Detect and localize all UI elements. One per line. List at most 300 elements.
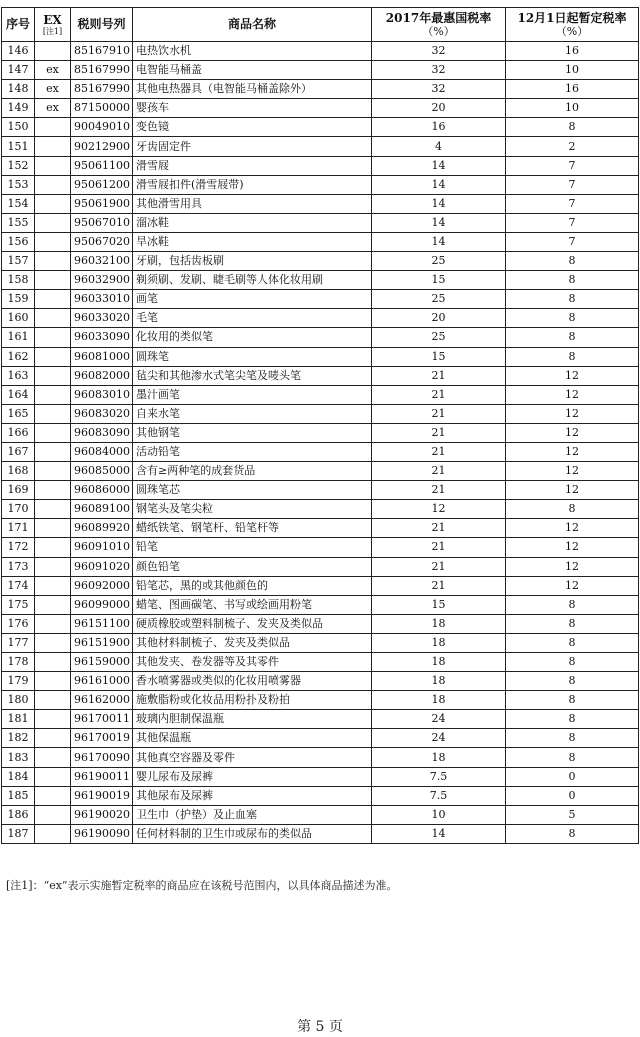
cell-name: 毡尖和其他渗水式笔尖笔及唛头笔 [133,366,372,385]
table-row [2,404,639,423]
table-row [2,42,639,61]
cell-code: 96091020 [71,557,133,576]
cell-ex: ex [35,99,71,118]
cell-mfn-rate: 10 [372,805,506,824]
cell-mfn-rate: 18 [372,748,506,767]
cell-mfn-rate: 15 [372,595,506,614]
table-row [2,462,639,481]
cell-ex [35,729,71,748]
table-row [2,423,639,442]
cell-mfn-rate: 32 [372,42,506,61]
table-row [2,710,639,729]
cell-ex [35,213,71,232]
header-ex-note: [注1] [42,26,63,36]
cell-mfn-rate: 7.5 [372,786,506,805]
cell-code: 96032100 [71,252,133,271]
cell-ex: ex [35,61,71,80]
cell-mfn-rate: 20 [372,309,506,328]
cell-mfn-rate: 21 [372,538,506,557]
cell-code: 96033010 [71,290,133,309]
cell-interim-rate: 16 [506,80,639,99]
tariff-table [1,7,639,844]
cell-code: 96081000 [71,347,133,366]
cell-seq: 173 [2,557,35,576]
cell-code: 95067020 [71,232,133,251]
cell-mfn-rate: 18 [372,653,506,672]
cell-ex [35,786,71,805]
cell-seq: 172 [2,538,35,557]
cell-ex [35,404,71,423]
cell-interim-rate: 12 [506,576,639,595]
cell-interim-rate: 8 [506,252,639,271]
cell-name: 圆珠笔 [133,347,372,366]
cell-name: 铅笔 [133,538,372,557]
cell-ex [35,748,71,767]
cell-name: 剃须刷、发刷、睫毛刷等人体化妆用刷 [133,271,372,290]
cell-ex [35,252,71,271]
cell-name: 墨汁画笔 [133,385,372,404]
cell-name: 牙齿固定件 [133,137,372,156]
cell-ex [35,824,71,843]
cell-mfn-rate: 7.5 [372,767,506,786]
cell-interim-rate: 0 [506,786,639,805]
cell-seq: 161 [2,328,35,347]
cell-seq: 171 [2,519,35,538]
cell-interim-rate: 7 [506,213,639,232]
cell-name: 玻璃内胆制保温瓶 [133,710,372,729]
cell-mfn-rate: 18 [372,633,506,652]
table-row [2,805,639,824]
cell-ex [35,156,71,175]
cell-code: 96159000 [71,653,133,672]
table-row [2,347,639,366]
cell-ex [35,614,71,633]
cell-ex [35,194,71,213]
cell-code: 96099000 [71,595,133,614]
cell-ex [35,137,71,156]
cell-ex [35,595,71,614]
cell-seq: 151 [2,137,35,156]
cell-name: 蜡纸铁笔、钢笔杆、铅笔杆等 [133,519,372,538]
cell-ex [35,691,71,710]
cell-name: 铅笔芯，黑的或其他颜色的 [133,576,372,595]
cell-interim-rate: 12 [506,404,639,423]
table-row [2,481,639,500]
cell-code: 85167990 [71,61,133,80]
cell-interim-rate: 12 [506,519,639,538]
cell-mfn-rate: 25 [372,290,506,309]
cell-interim-rate: 8 [506,614,639,633]
cell-mfn-rate: 24 [372,710,506,729]
header-mfn-rate [372,8,506,42]
cell-ex [35,557,71,576]
cell-name: 其他电热器具（电智能马桶盖除外） [133,80,372,99]
cell-interim-rate: 5 [506,805,639,824]
cell-mfn-rate: 4 [372,137,506,156]
table-row [2,595,639,614]
cell-ex [35,633,71,652]
cell-mfn-rate: 18 [372,614,506,633]
cell-ex [35,309,71,328]
cell-ex [35,481,71,500]
cell-code: 96084000 [71,442,133,461]
cell-code: 96092000 [71,576,133,595]
cell-seq: 159 [2,290,35,309]
cell-code: 96085000 [71,462,133,481]
cell-code: 96162000 [71,691,133,710]
cell-interim-rate: 8 [506,309,639,328]
cell-ex [35,290,71,309]
cell-seq: 164 [2,385,35,404]
cell-interim-rate: 7 [506,175,639,194]
cell-name: 卫生巾（护垫）及止血塞 [133,805,372,824]
cell-code: 96083010 [71,385,133,404]
cell-code: 96086000 [71,481,133,500]
cell-seq: 152 [2,156,35,175]
cell-interim-rate: 12 [506,538,639,557]
cell-ex [35,500,71,519]
table-row [2,175,639,194]
cell-interim-rate: 7 [506,194,639,213]
header-code: 税则号列 [71,8,133,42]
cell-seq: 158 [2,271,35,290]
cell-interim-rate: 8 [506,672,639,691]
cell-name: 滑雪屐扣件(滑雪屐带) [133,175,372,194]
cell-ex [35,118,71,137]
cell-mfn-rate: 18 [372,672,506,691]
cell-interim-rate: 12 [506,557,639,576]
cell-name: 滑雪屐 [133,156,372,175]
cell-name: 画笔 [133,290,372,309]
cell-interim-rate: 12 [506,423,639,442]
cell-interim-rate: 12 [506,442,639,461]
cell-name: 自来水笔 [133,404,372,423]
cell-ex [35,347,71,366]
cell-interim-rate: 8 [506,729,639,748]
cell-interim-rate: 8 [506,347,639,366]
cell-seq: 162 [2,347,35,366]
cell-interim-rate: 12 [506,366,639,385]
cell-code: 96151900 [71,633,133,652]
cell-code: 95061200 [71,175,133,194]
cell-ex [35,42,71,61]
cell-name: 香水喷雾器或类似的化妆用喷雾器 [133,672,372,691]
table-row [2,99,639,118]
table-row [2,633,639,652]
cell-name: 钢笔头及笔尖粒 [133,500,372,519]
cell-interim-rate: 16 [506,42,639,61]
cell-mfn-rate: 21 [372,481,506,500]
cell-ex [35,232,71,251]
cell-mfn-rate: 15 [372,271,506,290]
cell-ex [35,538,71,557]
cell-interim-rate: 8 [506,271,639,290]
table-row [2,653,639,672]
cell-seq: 153 [2,175,35,194]
table-row [2,61,639,80]
cell-name: 其他钢笔 [133,423,372,442]
cell-seq: 185 [2,786,35,805]
cell-seq: 183 [2,748,35,767]
table-row [2,252,639,271]
cell-seq: 169 [2,481,35,500]
cell-seq: 178 [2,653,35,672]
cell-name: 毛笔 [133,309,372,328]
cell-mfn-rate: 21 [372,404,506,423]
table-row [2,80,639,99]
cell-mfn-rate: 21 [372,462,506,481]
cell-mfn-rate: 21 [372,423,506,442]
header-ex-label: EX [43,12,62,27]
cell-seq: 184 [2,767,35,786]
cell-mfn-rate: 20 [372,99,506,118]
cell-ex [35,366,71,385]
cell-code: 96170090 [71,748,133,767]
cell-seq: 156 [2,232,35,251]
cell-code: 96190019 [71,786,133,805]
cell-mfn-rate: 25 [372,252,506,271]
cell-seq: 154 [2,194,35,213]
cell-seq: 157 [2,252,35,271]
page-number: 第 5 页 [297,1019,343,1035]
cell-code: 85167910 [71,42,133,61]
cell-seq: 186 [2,805,35,824]
cell-seq: 180 [2,691,35,710]
cell-code: 96089920 [71,519,133,538]
table-row [2,271,639,290]
table-row [2,824,639,843]
cell-code: 96161000 [71,672,133,691]
cell-interim-rate: 2 [506,137,639,156]
cell-interim-rate: 10 [506,61,639,80]
cell-interim-rate: 8 [506,824,639,843]
cell-name: 其他发夹、卷发器等及其零件 [133,653,372,672]
header-name: 商品名称 [133,8,372,42]
cell-name: 蜡笔、图画碳笔、书写或绘画用粉笔 [133,595,372,614]
cell-name: 旱冰鞋 [133,232,372,251]
table-row [2,672,639,691]
cell-mfn-rate: 14 [372,213,506,232]
cell-code: 96190020 [71,805,133,824]
table-row [2,691,639,710]
cell-name: 婴孩车 [133,99,372,118]
cell-code: 95061900 [71,194,133,213]
cell-name: 施敷脂粉或化妆品用粉扑及粉拍 [133,691,372,710]
cell-interim-rate: 12 [506,481,639,500]
cell-name: 硬质橡胶或塑料制梳子、发夹及类似品 [133,614,372,633]
header-interim-label: 12月1日起暂定税率 [517,10,627,25]
cell-ex [35,442,71,461]
cell-ex [35,805,71,824]
table-row [2,232,639,251]
cell-ex [35,710,71,729]
cell-seq: 176 [2,614,35,633]
header-interim-rate [506,8,639,42]
cell-ex [35,328,71,347]
cell-mfn-rate: 21 [372,385,506,404]
cell-name: 其他尿布及尿裤 [133,786,372,805]
cell-code: 96033090 [71,328,133,347]
header-interim-unit: （%） [555,24,589,38]
cell-interim-rate: 8 [506,328,639,347]
cell-code: 96170011 [71,710,133,729]
cell-interim-rate: 10 [506,99,639,118]
cell-seq: 165 [2,404,35,423]
cell-name: 电热饮水机 [133,42,372,61]
cell-mfn-rate: 21 [372,557,506,576]
cell-interim-rate: 8 [506,710,639,729]
cell-mfn-rate: 15 [372,347,506,366]
table-row [2,213,639,232]
cell-seq: 177 [2,633,35,652]
cell-name: 电智能马桶盖 [133,61,372,80]
table-row [2,557,639,576]
cell-interim-rate: 0 [506,767,639,786]
cell-ex [35,672,71,691]
cell-code: 96190011 [71,767,133,786]
table-row [2,614,639,633]
cell-ex: ex [35,80,71,99]
table-row [2,729,639,748]
cell-code: 96170019 [71,729,133,748]
cell-name: 其他滑雪用具 [133,194,372,213]
header-mfn-label: 2017年最惠国税率 [385,10,492,25]
table-row [2,500,639,519]
cell-name: 其他材料制梳子、发夹及类似品 [133,633,372,652]
cell-mfn-rate: 24 [372,729,506,748]
cell-code: 96089100 [71,500,133,519]
table-body [2,42,639,844]
cell-mfn-rate: 25 [372,328,506,347]
cell-seq: 149 [2,99,35,118]
table-header [2,8,639,42]
cell-code: 96083090 [71,423,133,442]
cell-code: 96151100 [71,614,133,633]
cell-code: 96082000 [71,366,133,385]
table-row [2,519,639,538]
cell-code: 95061100 [71,156,133,175]
cell-ex [35,519,71,538]
cell-seq: 175 [2,595,35,614]
cell-interim-rate: 8 [506,748,639,767]
cell-mfn-rate: 21 [372,519,506,538]
cell-ex [35,462,71,481]
cell-seq: 167 [2,442,35,461]
header-ex [35,8,71,42]
cell-interim-rate: 8 [506,633,639,652]
table-row [2,156,639,175]
table-row [2,748,639,767]
cell-name: 变色镜 [133,118,372,137]
table-row [2,290,639,309]
cell-seq: 147 [2,61,35,80]
cell-seq: 179 [2,672,35,691]
cell-seq: 182 [2,729,35,748]
cell-code: 96091010 [71,538,133,557]
cell-mfn-rate: 12 [372,500,506,519]
cell-mfn-rate: 14 [372,824,506,843]
cell-code: 90212900 [71,137,133,156]
cell-seq: 166 [2,423,35,442]
cell-seq: 174 [2,576,35,595]
cell-seq: 163 [2,366,35,385]
cell-seq: 170 [2,500,35,519]
table-row [2,118,639,137]
cell-name: 含有≥两种笔的成套货品 [133,462,372,481]
cell-seq: 160 [2,309,35,328]
cell-interim-rate: 12 [506,385,639,404]
header-seq: 序号 [2,8,35,42]
cell-code: 87150000 [71,99,133,118]
cell-seq: 155 [2,213,35,232]
cell-mfn-rate: 18 [372,691,506,710]
cell-seq: 187 [2,824,35,843]
cell-seq: 148 [2,80,35,99]
cell-name: 牙刷，包括齿板刷 [133,252,372,271]
cell-ex [35,385,71,404]
cell-ex [35,271,71,290]
cell-code: 96190090 [71,824,133,843]
cell-name: 婴儿尿布及尿裤 [133,767,372,786]
cell-code: 95067010 [71,213,133,232]
table-row [2,385,639,404]
cell-name: 其他保温瓶 [133,729,372,748]
table-row [2,786,639,805]
cell-mfn-rate: 32 [372,61,506,80]
cell-mfn-rate: 14 [372,175,506,194]
cell-mfn-rate: 14 [372,194,506,213]
cell-code: 96083020 [71,404,133,423]
table-row [2,328,639,347]
cell-mfn-rate: 21 [372,442,506,461]
table-row [2,767,639,786]
table-row [2,442,639,461]
cell-name: 化妆用的类似笔 [133,328,372,347]
footnote: [注1]：“ex”表示实施暂定税率的商品应在该税号范围内，以具体商品描述为准。 [6,879,398,892]
cell-interim-rate: 8 [506,500,639,519]
cell-code: 90049010 [71,118,133,137]
cell-ex [35,423,71,442]
cell-interim-rate: 8 [506,118,639,137]
cell-name: 任何材料制的卫生巾或尿布的类似品 [133,824,372,843]
cell-seq: 168 [2,462,35,481]
cell-seq: 146 [2,42,35,61]
cell-ex [35,175,71,194]
cell-mfn-rate: 16 [372,118,506,137]
cell-name: 颜色铅笔 [133,557,372,576]
cell-code: 96033020 [71,309,133,328]
table-row [2,309,639,328]
cell-interim-rate: 8 [506,290,639,309]
cell-mfn-rate: 14 [372,232,506,251]
table-row [2,366,639,385]
cell-interim-rate: 8 [506,691,639,710]
cell-mfn-rate: 14 [372,156,506,175]
cell-seq: 150 [2,118,35,137]
cell-interim-rate: 7 [506,232,639,251]
cell-ex [35,767,71,786]
cell-interim-rate: 12 [506,462,639,481]
cell-interim-rate: 8 [506,653,639,672]
cell-mfn-rate: 21 [372,576,506,595]
cell-interim-rate: 7 [506,156,639,175]
cell-code: 85167990 [71,80,133,99]
cell-ex [35,576,71,595]
cell-interim-rate: 8 [506,595,639,614]
cell-name: 其他真空容器及零件 [133,748,372,767]
cell-seq: 181 [2,710,35,729]
table-row [2,538,639,557]
